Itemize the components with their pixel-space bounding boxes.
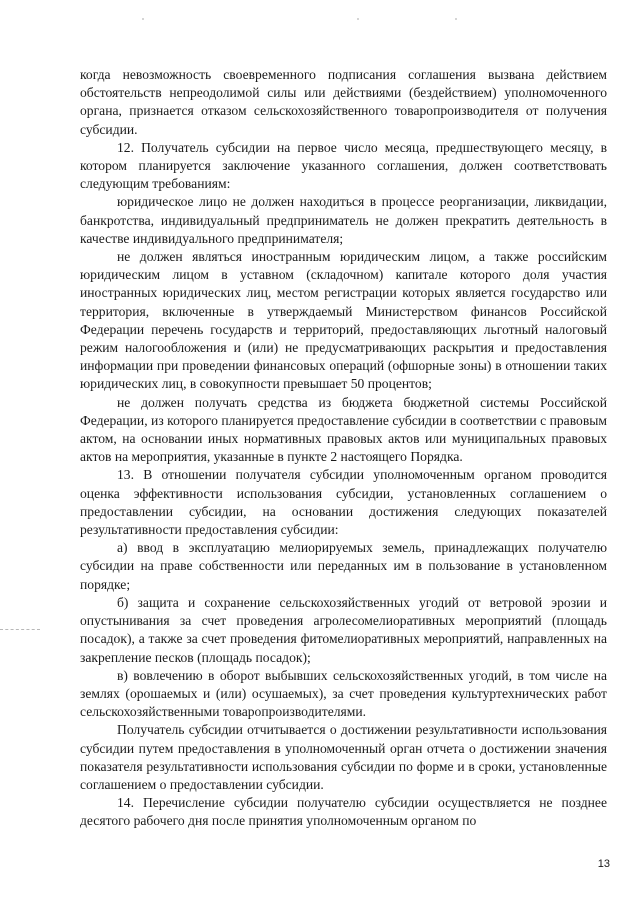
document-body (80, 66, 607, 831)
paragraph: 14. Перечисление субсидии получателю субсидии осуществляется не позднее десятого рабочего дня после принятия уполномоченным органом по (80, 795, 607, 829)
paragraph: когда невозможность своевременного подписания соглашения вызвана действием обстоятельств непреодолимой силы или действиями (бездействием) уполномоченного органа, признается отказом сельскохозяйственного товаропроизводителя от получения субсидии. (80, 67, 607, 137)
paragraph: 12. Получатель субсидии на первое число месяца, предшествующего месяцу, в котором планируется заключение указанного соглашения, должен соответствовать следующим требованиям: (80, 139, 607, 192)
paragraph: не должен являться иностранным юридическим лицом, а также российским юридическим лицом в уставном (складочном) капитале которого доля участия иностранных юридических лиц, местом регистрации которых является государство или территория, включенные в утверждаемый Министерством финансов Российской Федерации перечень государств и территорий, предоставляющих льготный налоговый режим налогообложения и (или) не предусматривающих раскрытия и предоставления информации при проведении финансовых операций (офшорные зоны) в отношении таких юридических лиц, в совокупности превышает 50 процентов; (80, 249, 607, 392)
paragraph: не должен получать средства из бюджета бюджетной системы Российской Федерации, из которого планируется предоставление субсидии в соответствии с правовым актом, на основании иных нормативных правовых актов или муниципальных правовых актов на мероприятия, указанные в пункте 2 настоящего Порядка. (80, 394, 607, 465)
paragraph: а) ввод в эксплуатацию мелиорируемых земель, принадлежащих получателю субсидии на праве собственности или переданных им в пользование в установленном порядке; (80, 540, 607, 592)
paragraph: Получатель субсидии отчитывается о достижении результативности использования субсидии путем предоставления в уполномоченный орган отчета о достижении значения показателя результативности использования субсидии по форме и в сроки, установленные соглашением о предоставлении субсидии. (80, 722, 607, 792)
page-number: 13 (597, 858, 610, 870)
paragraph: в) вовлечению в оборот выбывших сельскохозяйственных угодий, в том числе на землях (орошаемых и (или) осушаемых), за счет проведения культуртехнических работ сельскохозяйственными товаропроизводителями. (80, 667, 607, 720)
scan-artifact-dot (142, 18, 144, 20)
paragraph: 13. В отношении получателя субсидии уполномоченным органом проводится оценка эффективности использования субсидии, установленных соглашением о предоставлении субсидии, на основании достижения следующих показателей результативности предоставления субсидии: (80, 467, 607, 538)
scan-artifact-dot (357, 18, 359, 20)
scan-artifact-dot (455, 18, 457, 20)
scan-artifact-line (0, 629, 40, 630)
paragraph: юридическое лицо не должен находиться в процессе реорганизации, ликвидации, банкротства, индивидуальный предприниматель не должен прекратить деятельность в качестве индивидуального предпринимателя; (80, 194, 607, 246)
paragraph: б) защита и сохранение сельскохозяйственных угодий от ветровой эрозии и опустынивания за счет проведения агролесомелиоративных мероприятий (площадь посадок), а также за счет проведения фитомелиоративных мероприятий, направленных на закрепление песков (площадь посадок); (80, 594, 607, 665)
